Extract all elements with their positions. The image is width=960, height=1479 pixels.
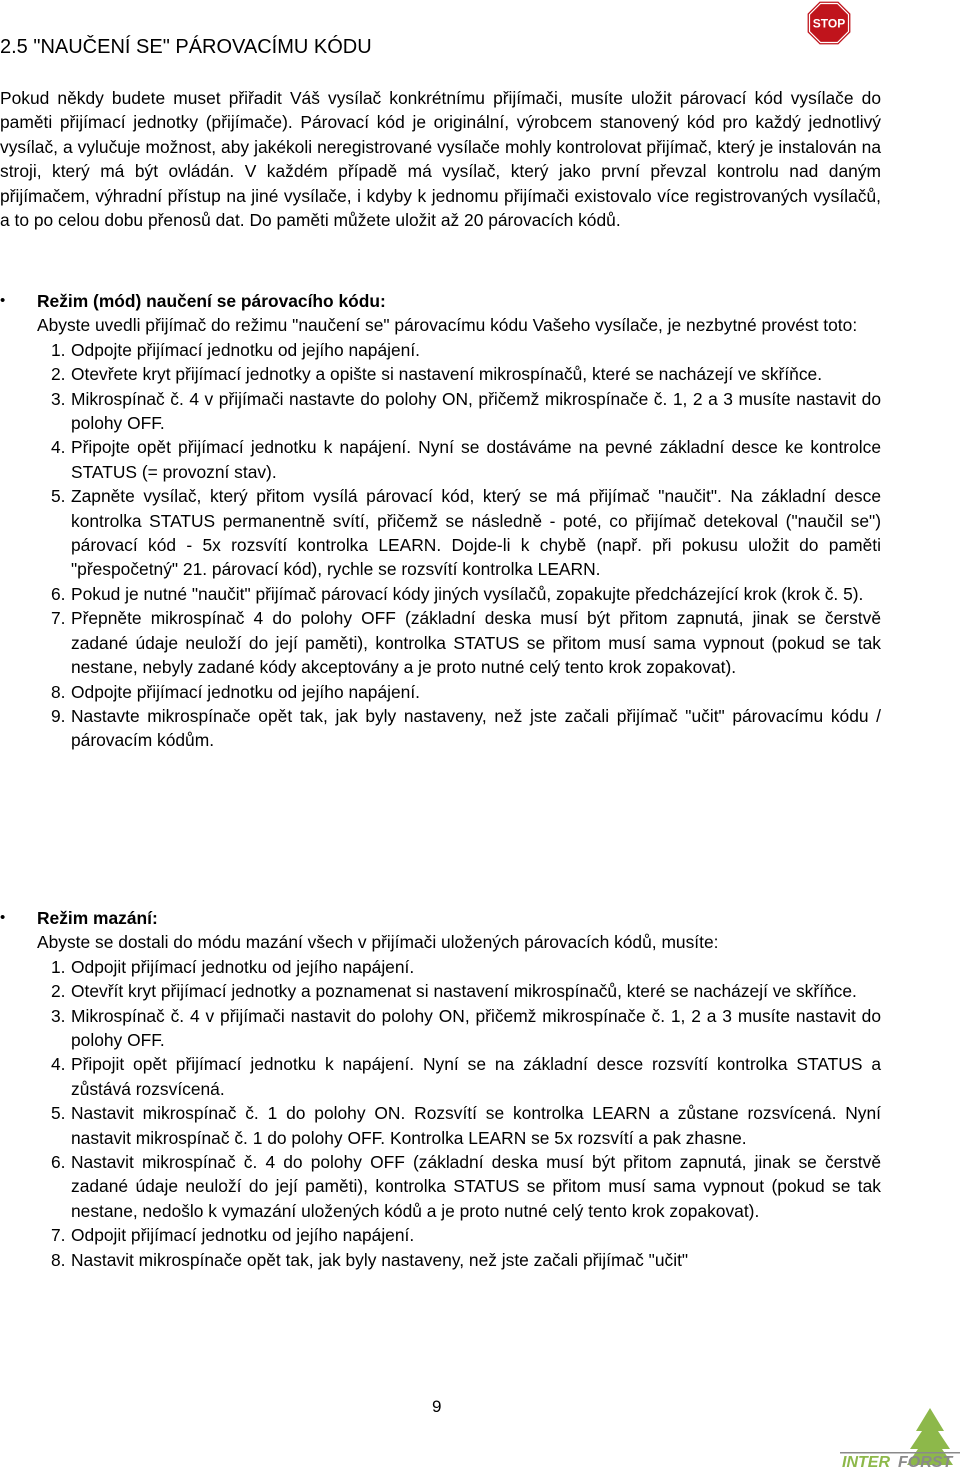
list-item [0,484,881,582]
step-text: Otevřít kryt přijímací jednotky a poznamenat si nastavení mikrospínačů, které se nacházejí ve skříňce. [71,981,857,1002]
logo-forst-text: FORST [898,1454,953,1471]
page-title: 2.5 "NAUČENÍ SE" PÁROVACÍMU KÓDU [0,36,372,58]
step-text: Nastavit mikrospínač č. 1 do polohy ON. Rozsvítí se kontrolka LEARN a zůstane rozsvícená. Nyní nastavit mikrospínač č. 1 do polohy OFF. Kontrolka LEARN se 5x rozsvítí a pak zhasne. [71,1103,881,1148]
step-number: 6. [51,583,66,604]
erase-mode-steps [0,955,881,1272]
list-item [0,704,881,753]
list-item [0,1004,881,1053]
page-number: 9 [432,1397,442,1416]
step-text: Odpojte přijímací jednotku od jejího napájení. [71,339,421,360]
list-item [0,582,881,606]
step-text: Zapněte vysílač, který přitom vysílá párovací kód, který se má přijímač "naučit". Na základní desce kontrolka STATUS permanentně svítí, přičemž se následně - poté, co přijímač detekoval ("naučil se") párovací kód - 5x rozsvítí kontrolka LEARN. Dojde-li k chybě (např. při pokusu uložit do paměti "přespočetný" 21. párovací kód), rychle se rozsvítí kontrolka LEARN. [71,486,881,580]
step-number: 4. [51,1054,66,1075]
list-item [0,338,881,362]
list-item [0,979,881,1003]
list-item [0,955,881,979]
step-number: 2. [51,981,66,1002]
step-text: Nastavte mikrospínače opět tak, jak byly nastaveny, než jste začali přijímač "učit" párovacímu kódu / párovacím kódům. [71,705,881,751]
list-item [0,1101,881,1150]
learn-mode-steps [0,338,881,753]
list-item [0,606,881,679]
step-number: 3. [51,1005,66,1026]
list-item [0,1150,881,1223]
step-text: Nastavit mikrospínač č. 4 do polohy OFF (základní deska musí být přitom zapnutá, jinak se čerstvě zadané údaje neuloží do její paměti), kontrolka STATUS se přitom musí sama vypnout (pokud se tak nestane, nedošlo k vymazání uložených kódů a je proto nutné celý tento krok zopakovat). [71,1152,881,1221]
stop-sign-icon [806,0,852,46]
step-text: Otevřete kryt přijímací jednotky a opište si nastavení mikrospínačů, které se nacházejí ve skříňce. [71,364,823,385]
step-number: 8. [51,1249,66,1270]
learn-mode-heading: Režim (mód) naučení se párovacího kódu: [37,291,386,311]
list-item [0,1223,881,1247]
list-item [0,680,881,704]
bullet-icon: • [0,292,6,309]
step-number: 7. [51,608,66,629]
stop-sign-label: STOP [812,16,846,31]
step-text: Odpojit přijímací jednotku od jejího napájení. [71,1225,415,1246]
learn-mode-section [0,289,881,753]
step-text: Odpojit přijímací jednotku od jejího napájení. [71,956,415,977]
step-number: 7. [51,1225,66,1246]
step-number: 9. [51,705,66,726]
step-number: 5. [51,486,66,507]
erase-mode-intro: Abyste se dostali do módu mazání všech v přijímači uložených párovacích kódů, musíte: [37,932,719,953]
intro-paragraph: Pokud někdy budete muset přiřadit Váš vysílač konkrétnímu přijímači, musíte uložit párovací kód vysílače do paměti přijímací jednotky (přijímače). Párovací kód je originální, výrobcem stanovený kód pro každý jednotlivý vysílač, a vylučuje možnost, aby jakékoli neregistrované vysílače mohly kontrolovat přijímač, který je instalován na stroji, který má být ovládán. V každém případě má vysílač, který jako první převzal kontrolu nad daným přijímačem, výhradní přístup na jiné vysílače, i kdyby k jednomu přijímači existovalo více registrovaných vysílačů, a to po celou dobu přenosů dat. Do paměti můžete uložit až 20 párovacích kódů. [0,88,881,231]
list-item [0,1052,881,1101]
step-number: 1. [51,956,66,977]
bullet-icon: • [0,909,6,926]
step-number: 8. [51,681,66,702]
step-number: 2. [51,364,66,385]
step-text: Odpojte přijímací jednotku od jejího napájení. [71,681,421,702]
step-text: Pokud je nutné "naučit" přijímač párovací kódy jiných vysílačů, zopakujte předcházející krok (krok č. 5). [71,583,864,604]
list-item [0,362,881,386]
list-item [0,435,881,484]
step-number: 4. [51,437,66,458]
step-text: Nastavit mikrospínače opět tak, jak byly nastaveny, než jste začali přijímač "učit" [71,1249,689,1270]
step-text: Přepněte mikrospínač 4 do polohy OFF (základní deska musí být přitom zapnutá, jinak se čerstvě zadané údaje neuloží do její paměti), kontrolka STATUS se přitom musí sama vypnout (pokud se tak nestane, nebyly zadané kódy akceptovány a je proto nutné celý tento krok zopakovat). [71,608,881,678]
step-text: Mikrospínač č. 4 v přijímači nastavit do polohy ON, přičemž mikrospínače č. 1, 2 a 3 musíte nastavit do polohy OFF. [71,1005,881,1051]
erase-mode-heading: Režim mazání: [37,908,158,928]
list-item [0,1248,881,1272]
logo-inter-text: INTER [842,1454,890,1471]
step-text: Připojte opět přijímací jednotku k napájení. Nyní se dostáváme na pevné základní desce ke kontrolce STATUS (= provozní stav). [71,437,881,482]
step-number: 6. [51,1152,66,1173]
step-number: 5. [51,1103,66,1124]
learn-mode-intro: Abyste uvedli přijímač do režimu "naučení se" párovacímu kódu Vašeho vysílače, je nezbytné provést toto: [37,315,858,336]
step-number: 3. [51,388,66,409]
step-text: Mikrospínač č. 4 v přijímači nastavte do polohy ON, přičemž mikrospínače č. 1, 2 a 3 musíte nastavit do polohy OFF. [71,388,881,434]
step-text: Připojit opět přijímací jednotku k napájení. Nyní se na základní desce rozsvítí kontrolka STATUS a zůstává rozsvícená. [71,1054,881,1099]
step-number: 1. [51,339,66,360]
interforst-logo [840,1405,960,1479]
erase-mode-section [0,906,881,1272]
list-item [0,387,881,436]
